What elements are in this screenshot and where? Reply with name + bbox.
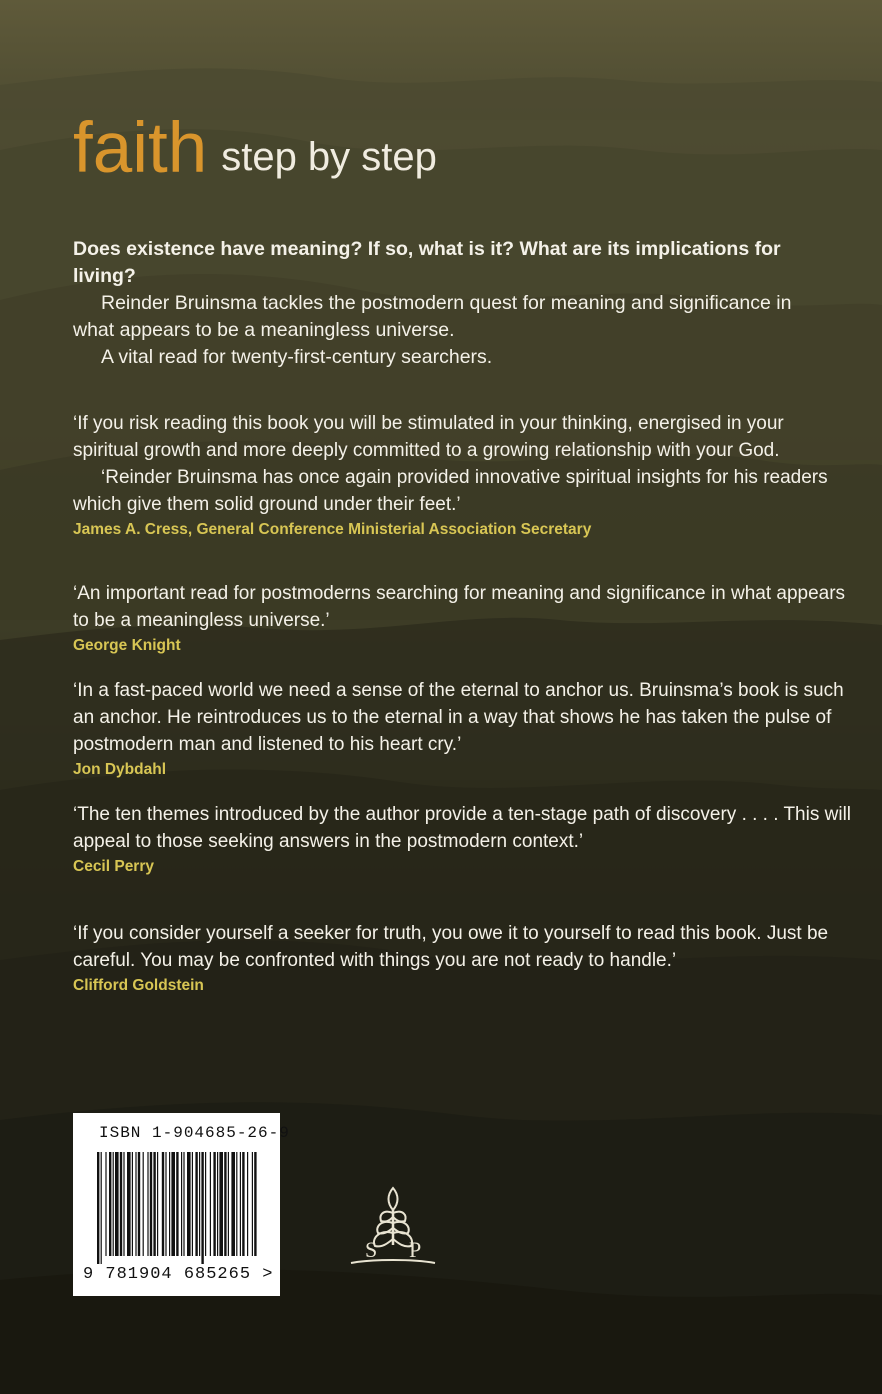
endorsement-text: ‘An important read for postmoderns searching for meaning and significance in what appears to be a meaningless universe.’ <box>73 583 846 631</box>
barcode-icon <box>97 1152 257 1264</box>
publisher-logo-text-p: P <box>409 1237 422 1262</box>
endorsement-text: ‘If you risk reading this book you will be stimulated in your thinking, energised in your spiritual growth and more deeply committed to a growing relationship with your God. <box>73 413 784 461</box>
endorsement-3 <box>73 677 853 781</box>
endorsement-2 <box>73 580 853 657</box>
endorsement-5 <box>73 920 853 997</box>
blurb-question: Does existence have meaning? If so, what is it? What are its implications for living? <box>73 238 781 287</box>
endorsement-text: ‘In a fast-paced world we need a sense of the eternal to anchor us. Bruinsma’s book is such an anchor. He reintroduces us to the eternal in a way that shows he has taken the pulse of postmodern man and listened to his heart cry.’ <box>73 680 844 755</box>
blurb <box>73 236 823 371</box>
book-title <box>73 108 437 189</box>
isbn-barcode <box>73 1113 290 1296</box>
title-subtitle: step by step <box>221 135 437 179</box>
blurb-description: Reinder Bruinsma tackles the postmodern quest for meaning and significance in what appears to be a meaningless universe. <box>73 292 792 341</box>
barcode-number: 9 781904 685265 > <box>83 1265 274 1284</box>
endorsement-author: Jon Dybdahl <box>73 761 167 778</box>
endorsement-text: ‘The ten themes introduced by the author provide a ten-stage path of discovery . . . . This will appeal to those seeking answers in the postmodern context.’ <box>73 804 852 852</box>
publisher-logo-icon <box>343 1183 443 1268</box>
endorsement-author: Cecil Perry <box>73 858 154 875</box>
endorsement-author: James A. Cress, General Conference Ministerial Association Secretary <box>73 521 592 538</box>
blurb-tagline: A vital read for twenty-first-century searchers. <box>101 346 493 368</box>
endorsement-text-continued: ‘Reinder Bruinsma has once again provided innovative spiritual insights for his readers which give them solid ground under their feet.’ <box>73 467 828 515</box>
endorsement-4 <box>73 801 853 878</box>
endorsement-author: Clifford Goldstein <box>73 977 204 994</box>
endorsement-author: George Knight <box>73 637 181 654</box>
endorsement-text: ‘If you consider yourself a seeker for truth, you owe it to yourself to read this book. Just be careful. You may be confronted with things you are not ready to handle.’ <box>73 923 829 971</box>
publisher-logo-text: S <box>365 1237 378 1262</box>
isbn-label: ISBN 1-904685-26-9 <box>99 1124 290 1142</box>
title-faith: faith <box>73 109 208 188</box>
endorsement-1 <box>73 410 853 541</box>
